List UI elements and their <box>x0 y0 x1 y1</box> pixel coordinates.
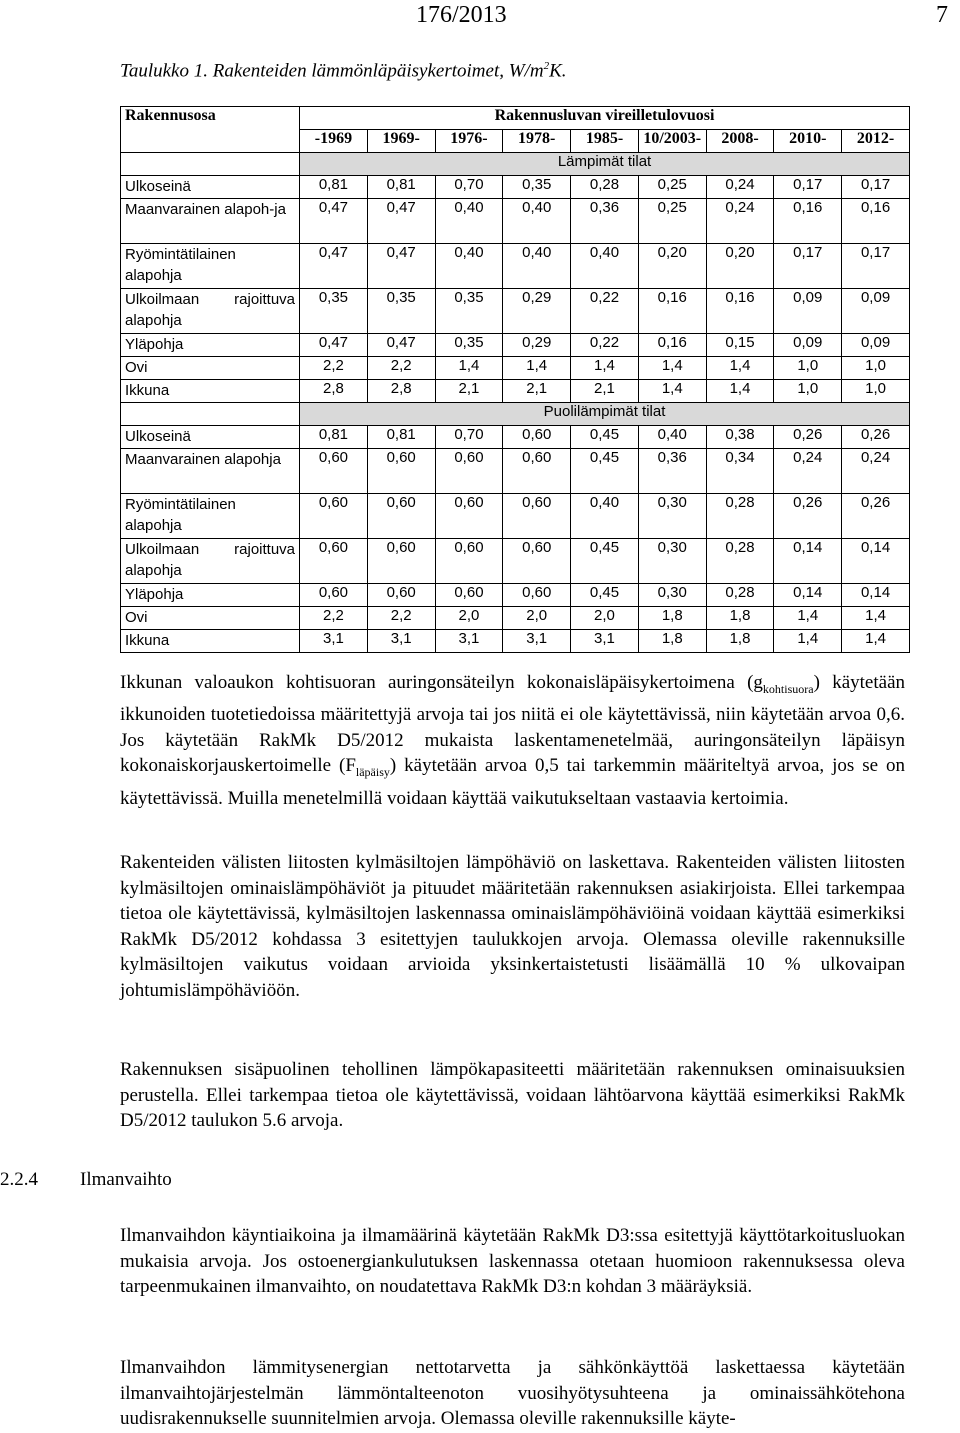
value-cell: 0,34 <box>706 449 774 494</box>
value-cell: 0,16 <box>774 199 842 244</box>
year-header-cell: -1969 <box>300 130 368 153</box>
page-number: 7 <box>936 2 948 28</box>
row-label: Ryömintätilainen alapohja <box>121 244 300 289</box>
value-cell: 0,09 <box>774 334 842 357</box>
document-number: 176/2013 <box>416 2 507 28</box>
section-row <box>121 153 910 176</box>
paragraph-ventilation-energy: Ilmanvaihdon lämmitysenergian nettotarvetta ja sähkönkäyttöä laskettaessa käytetään ilmanvaihtojärjestelmän lämmöntalteenoton vuosihyötysuhteena ja ominaissähkötehona uudisrakennukselle suunnitelmien arvoja. Olemassa oleville rakennuksille käyte- <box>120 1357 905 1429</box>
value-cell: 3,1 <box>571 630 639 653</box>
value-cell: 0,60 <box>435 449 503 494</box>
value-cell: 0,24 <box>706 199 774 244</box>
value-cell: 1,4 <box>774 607 842 630</box>
row-label: Maanvarainen alapoh-ja <box>121 199 300 244</box>
value-cell: 0,40 <box>435 244 503 289</box>
value-cell: 0,60 <box>300 449 368 494</box>
table-row <box>121 176 910 199</box>
value-cell: 0,14 <box>842 584 910 607</box>
value-cell: 0,30 <box>638 584 706 607</box>
section-title-cell: Puolilämpimät tilat <box>300 403 910 426</box>
row-label: Ovi <box>121 607 300 630</box>
value-cell: 2,8 <box>300 380 368 403</box>
paragraph-ventilation-times: Ilmanvaihdon käyntiaikoina ja ilmamäärinä käytetään RakMk D3:ssa esitettyjä käyttötarkoitusluokan mukaisia arvoja. Jos ostoenergiankulutuksen laskennassa otetaan huomioon rakennuksessa oleva tarpeenmukainen ilmanvaihto, on noudatettava RakMk D3:n kohdan 3 määräyksiä. <box>120 1225 905 1297</box>
value-cell: 1,4 <box>774 630 842 653</box>
value-cell: 0,35 <box>435 334 503 357</box>
value-cell: 1,4 <box>638 380 706 403</box>
value-cell: 0,16 <box>842 199 910 244</box>
value-cell: 0,47 <box>367 334 435 357</box>
label-spacer-cell <box>121 153 300 176</box>
row-label: Ulkoseinä <box>121 176 300 199</box>
value-cell: 0,81 <box>367 176 435 199</box>
value-cell: 0,40 <box>503 199 571 244</box>
value-cell: 2,1 <box>503 380 571 403</box>
value-cell: 0,60 <box>503 449 571 494</box>
value-cell: 0,40 <box>638 426 706 449</box>
value-cell: 0,60 <box>367 539 435 584</box>
table-row <box>121 449 910 494</box>
value-cell: 0,35 <box>435 289 503 334</box>
year-header-cell: 2008- <box>706 130 774 153</box>
value-cell: 1,4 <box>706 357 774 380</box>
value-cell: 0,60 <box>300 539 368 584</box>
table-row <box>121 334 910 357</box>
year-header-cell: 2010- <box>774 130 842 153</box>
value-cell: 0,60 <box>435 584 503 607</box>
value-cell: 0,35 <box>503 176 571 199</box>
u-value-table <box>120 106 910 653</box>
value-cell: 3,1 <box>435 630 503 653</box>
value-cell: 0,15 <box>706 334 774 357</box>
value-cell: 0,40 <box>571 244 639 289</box>
value-cell: 0,24 <box>842 449 910 494</box>
value-cell: 0,30 <box>638 539 706 584</box>
value-cell: 0,28 <box>571 176 639 199</box>
value-cell: 1,0 <box>774 357 842 380</box>
value-cell: 1,4 <box>638 357 706 380</box>
year-header-cell: 1985- <box>571 130 639 153</box>
table-row <box>121 607 910 630</box>
table-row <box>121 584 910 607</box>
value-cell: 0,81 <box>300 176 368 199</box>
section-row <box>121 403 910 426</box>
value-cell: 0,47 <box>300 199 368 244</box>
value-cell: 0,14 <box>774 584 842 607</box>
value-cell: 0,17 <box>774 176 842 199</box>
value-cell: 0,40 <box>503 244 571 289</box>
value-cell: 1,4 <box>706 380 774 403</box>
value-cell: 0,60 <box>503 494 571 539</box>
row-label: Maanvarainen alapohja <box>121 449 300 494</box>
value-cell: 2,2 <box>367 607 435 630</box>
table-row <box>121 426 910 449</box>
value-cell: 0,25 <box>638 176 706 199</box>
table-header-row <box>121 107 910 130</box>
value-cell: 0,17 <box>774 244 842 289</box>
value-cell: 0,36 <box>571 199 639 244</box>
table-row <box>121 539 910 584</box>
value-cell: 0,36 <box>638 449 706 494</box>
value-cell: 0,29 <box>503 334 571 357</box>
value-cell: 0,25 <box>638 199 706 244</box>
value-cell: 1,0 <box>774 380 842 403</box>
row-label: Ryömintätilainen alapohja <box>121 494 300 539</box>
paragraph-thermal-bridges: Rakenteiden välisten liitosten kylmäsiltojen lämpöhäviö on laskettava. Rakenteiden välisten liitosten kylmäsiltojen ominaislämpöhäviöt ja pituudet määritetään rakennuksen asiakirjoista. Ellei tarkempaa tietoa ole käytettävissä, kylmäsiltojen laskennassa ominaislämpöhäviöinä voidaan käyttää esimerkiksi RakMk D5/2012 kohdassa 3 esitettyjen taulukkojen arvoja. Olemassa oleville rakennuksille kylmäsiltojen vaikutus voidaan arvioida yksinkertaistetusti lisäämällä 10 % ulkovaipan johtumislämpöhäviöön. <box>120 852 905 1001</box>
value-cell: 0,28 <box>706 584 774 607</box>
value-cell: 0,60 <box>435 494 503 539</box>
year-header-cell: 1969- <box>367 130 435 153</box>
row-label: Ulkoilmaan rajoittuva alapohja <box>121 539 300 584</box>
value-cell: 2,2 <box>300 357 368 380</box>
value-cell: 0,60 <box>367 584 435 607</box>
table-row <box>121 289 910 334</box>
value-cell: 1,4 <box>842 630 910 653</box>
value-cell: 1,4 <box>571 357 639 380</box>
value-cell: 2,2 <box>367 357 435 380</box>
value-cell: 0,45 <box>571 584 639 607</box>
value-cell: 1,4 <box>435 357 503 380</box>
row-label: Ulkoilmaan rajoittuva alapohja <box>121 289 300 334</box>
value-cell: 0,17 <box>842 176 910 199</box>
value-cell: 0,09 <box>842 334 910 357</box>
value-cell: 0,47 <box>300 334 368 357</box>
value-cell: 0,29 <box>503 289 571 334</box>
table-row <box>121 380 910 403</box>
value-cell: 2,8 <box>367 380 435 403</box>
value-cell: 0,14 <box>774 539 842 584</box>
section-title-cell: Lämpimät tilat <box>300 153 910 176</box>
value-cell: 0,24 <box>774 449 842 494</box>
value-cell: 0,28 <box>706 494 774 539</box>
table-row <box>121 357 910 380</box>
value-cell: 1,8 <box>706 630 774 653</box>
value-cell: 2,2 <box>300 607 368 630</box>
value-cell: 0,16 <box>638 289 706 334</box>
value-cell: 0,81 <box>300 426 368 449</box>
table-row <box>121 630 910 653</box>
row-label: Yläpohja <box>121 334 300 357</box>
value-cell: 0,35 <box>367 289 435 334</box>
value-cell: 0,45 <box>571 426 639 449</box>
value-cell: 0,40 <box>435 199 503 244</box>
value-cell: 0,26 <box>842 494 910 539</box>
value-cell: 0,30 <box>638 494 706 539</box>
row-label: Ikkuna <box>121 630 300 653</box>
row-label: Ovi <box>121 357 300 380</box>
row-label: Ikkuna <box>121 380 300 403</box>
value-cell: 0,60 <box>367 449 435 494</box>
value-cell: 0,45 <box>571 539 639 584</box>
value-cell: 1,0 <box>842 357 910 380</box>
paragraph-heat-capacity: Rakennuksen sisäpuolinen tehollinen lämpökapasiteetti määritetään rakennuksen ominaisuuksien perustella. Ellei tarkempaa tietoa ole käytettävissä, voidaan lähtöarvona käyttää esimerkiksi RakMk D5/2012 taulukon 5.6 arvoja. <box>120 1059 905 1131</box>
value-cell: 1,8 <box>638 630 706 653</box>
value-cell: 0,38 <box>706 426 774 449</box>
value-cell: 0,60 <box>300 584 368 607</box>
value-cell: 0,47 <box>300 244 368 289</box>
value-cell: 0,60 <box>300 494 368 539</box>
table-row <box>121 244 910 289</box>
value-cell: 0,60 <box>503 584 571 607</box>
value-cell: 0,60 <box>435 539 503 584</box>
value-cell: 1,4 <box>503 357 571 380</box>
value-cell: 0,26 <box>842 426 910 449</box>
value-cell: 0,20 <box>638 244 706 289</box>
table-caption: Taulukko 1. Rakenteiden lämmönläpäisykertoimet, $W/m^2K$. <box>120 60 567 82</box>
value-cell: 0,60 <box>503 539 571 584</box>
label-spacer-cell <box>121 403 300 426</box>
table-row <box>121 494 910 539</box>
year-header-cell: 10/2003- <box>638 130 706 153</box>
value-cell: 2,1 <box>435 380 503 403</box>
value-cell: 0,09 <box>774 289 842 334</box>
value-cell: 3,1 <box>367 630 435 653</box>
value-cell: 2,0 <box>503 607 571 630</box>
value-cell: 1,4 <box>842 607 910 630</box>
value-cell: 0,16 <box>638 334 706 357</box>
value-cell: 0,24 <box>706 176 774 199</box>
value-cell: 0,14 <box>842 539 910 584</box>
value-cell: 0,47 <box>367 244 435 289</box>
value-cell: 0,16 <box>706 289 774 334</box>
value-cell: 1,8 <box>638 607 706 630</box>
table-row <box>121 199 910 244</box>
value-cell: 0,17 <box>842 244 910 289</box>
year-header-cell: 1978- <box>503 130 571 153</box>
value-cell: 2,0 <box>435 607 503 630</box>
value-cell: 2,1 <box>571 380 639 403</box>
value-cell: 0,22 <box>571 334 639 357</box>
value-cell: 0,70 <box>435 426 503 449</box>
value-cell: 1,8 <box>706 607 774 630</box>
value-cell: 0,60 <box>367 494 435 539</box>
year-header-cell: 2012- <box>842 130 910 153</box>
column-header-rakennusosa: Rakennusosa <box>121 107 300 153</box>
value-cell: 0,26 <box>774 426 842 449</box>
value-cell: 0,22 <box>571 289 639 334</box>
year-header-cell: 1976- <box>435 130 503 153</box>
value-cell: 1,0 <box>842 380 910 403</box>
value-cell: 3,1 <box>503 630 571 653</box>
value-cell: 0,40 <box>571 494 639 539</box>
row-label: Ulkoseinä <box>121 426 300 449</box>
value-cell: 0,81 <box>367 426 435 449</box>
value-cell: 0,20 <box>706 244 774 289</box>
row-label: Yläpohja <box>121 584 300 607</box>
value-cell: 2,0 <box>571 607 639 630</box>
section-number: 2.2.4 <box>0 1169 38 1190</box>
value-cell: 0,47 <box>367 199 435 244</box>
value-cell: 0,26 <box>774 494 842 539</box>
value-cell: 0,60 <box>503 426 571 449</box>
group-header-year: Rakennusluvan vireilletulovuosi <box>300 107 910 130</box>
value-cell: 3,1 <box>300 630 368 653</box>
value-cell: 0,35 <box>300 289 368 334</box>
value-cell: 0,28 <box>706 539 774 584</box>
value-cell: 0,45 <box>571 449 639 494</box>
section-title: Ilmanvaihto <box>80 1169 172 1190</box>
value-cell: 0,09 <box>842 289 910 334</box>
value-cell: 0,70 <box>435 176 503 199</box>
paragraph-window-transmittance: Ikkunan valoaukon kohtisuoran auringonsäteilyn kokonaisläpäisykertoimena $(g_{kohtisuora})$ käytetään ikkunoiden tuotetiedoissa määritettyjä arvoja tai jos niitä ei ole käytettävissä, niin käytetään arvoa 0,6. Jos käytetään RakMk D5/2012 mukaista laskentamenetelmää, auringonsäteilyn läpäisyn kokonaiskorjauskertoimelle $(F_{läpäisy})$ käytetään arvoa 0,5 tai tarkemmin määriteltyä arvoa, jos se on käytettävissä. Muilla menetelmillä voidaan käyttää vaikutukseltaan vastaavia kertoimia. <box>120 672 905 809</box>
